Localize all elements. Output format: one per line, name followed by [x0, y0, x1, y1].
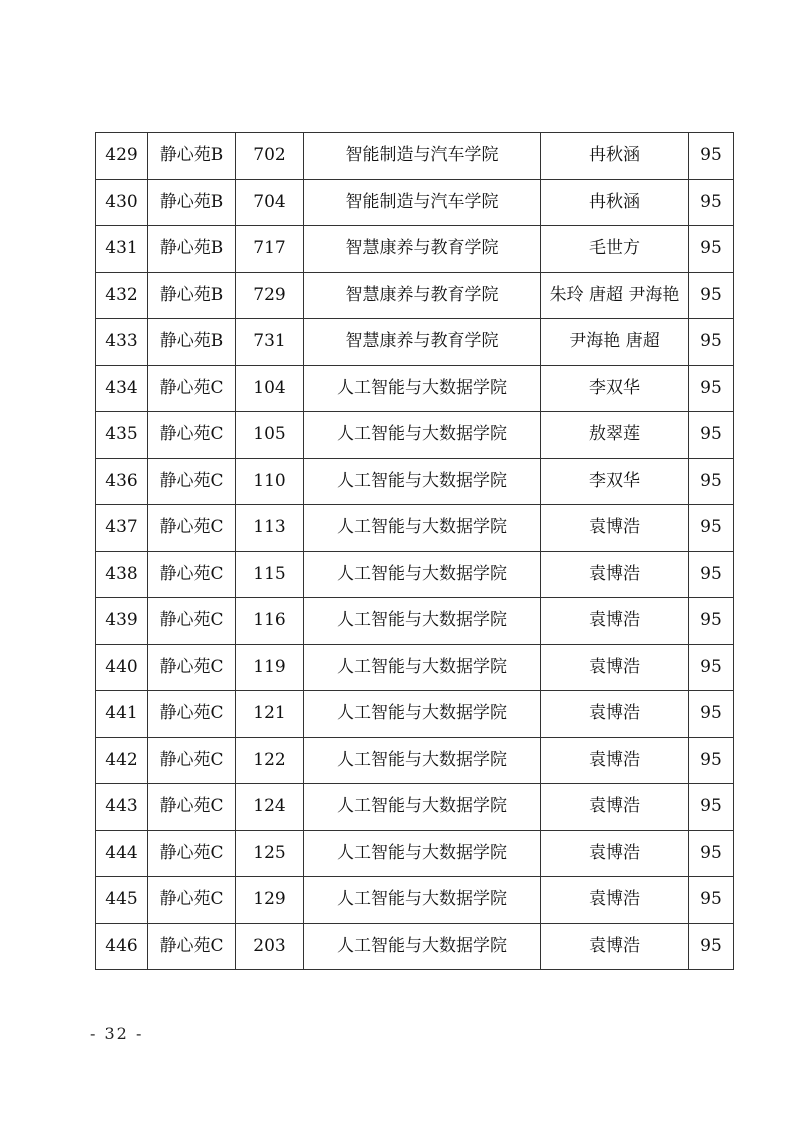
cell-room: 116 — [236, 598, 304, 645]
cell-building: 静心苑C — [148, 644, 236, 691]
cell-building: 静心苑B — [148, 179, 236, 226]
cell-college: 智慧康养与教育学院 — [304, 272, 541, 319]
cell-college: 人工智能与大数据学院 — [304, 412, 541, 459]
table-row — [96, 272, 734, 319]
cell-building: 静心苑C — [148, 458, 236, 505]
cell-score: 95 — [689, 598, 734, 645]
cell-number: 430 — [96, 179, 148, 226]
cell-room: 129 — [236, 877, 304, 924]
cell-room: 113 — [236, 505, 304, 552]
table-row — [96, 505, 734, 552]
cell-score: 95 — [689, 830, 734, 877]
cell-room: 105 — [236, 412, 304, 459]
cell-college: 人工智能与大数据学院 — [304, 830, 541, 877]
cell-score: 95 — [689, 365, 734, 412]
cell-score: 95 — [689, 691, 734, 738]
cell-building: 静心苑B — [148, 226, 236, 273]
cell-college: 人工智能与大数据学院 — [304, 923, 541, 970]
cell-score: 95 — [689, 319, 734, 366]
table-row — [96, 830, 734, 877]
cell-building: 静心苑C — [148, 830, 236, 877]
cell-building: 静心苑C — [148, 551, 236, 598]
cell-score: 95 — [689, 877, 734, 924]
table-row — [96, 691, 734, 738]
table-row — [96, 179, 734, 226]
cell-room: 717 — [236, 226, 304, 273]
cell-college: 智慧康养与教育学院 — [304, 226, 541, 273]
cell-score: 95 — [689, 505, 734, 552]
cell-score: 95 — [689, 179, 734, 226]
table-row — [96, 598, 734, 645]
cell-building: 静心苑C — [148, 505, 236, 552]
cell-college: 人工智能与大数据学院 — [304, 598, 541, 645]
cell-college: 人工智能与大数据学院 — [304, 737, 541, 784]
cell-staff: 尹海艳 唐超 — [541, 319, 689, 366]
cell-number: 444 — [96, 830, 148, 877]
cell-score: 95 — [689, 737, 734, 784]
cell-staff: 毛世方 — [541, 226, 689, 273]
cell-college: 智能制造与汽车学院 — [304, 133, 541, 180]
cell-staff: 袁博浩 — [541, 644, 689, 691]
cell-staff: 袁博浩 — [541, 877, 689, 924]
cell-building: 静心苑C — [148, 365, 236, 412]
table-row — [96, 644, 734, 691]
table-row — [96, 319, 734, 366]
cell-room: 110 — [236, 458, 304, 505]
cell-staff: 袁博浩 — [541, 830, 689, 877]
cell-score: 95 — [689, 458, 734, 505]
cell-score: 95 — [689, 412, 734, 459]
cell-college: 人工智能与大数据学院 — [304, 458, 541, 505]
cell-room: 124 — [236, 784, 304, 831]
cell-college: 人工智能与大数据学院 — [304, 551, 541, 598]
table-body — [96, 133, 734, 970]
cell-room: 702 — [236, 133, 304, 180]
table-row — [96, 737, 734, 784]
cell-number: 445 — [96, 877, 148, 924]
cell-college: 智慧康养与教育学院 — [304, 319, 541, 366]
table-row — [96, 133, 734, 180]
table-row — [96, 784, 734, 831]
table-row — [96, 877, 734, 924]
table-row — [96, 551, 734, 598]
cell-score: 95 — [689, 644, 734, 691]
cell-college: 人工智能与大数据学院 — [304, 691, 541, 738]
cell-staff: 冉秋涵 — [541, 179, 689, 226]
cell-number: 440 — [96, 644, 148, 691]
cell-room: 125 — [236, 830, 304, 877]
table-row — [96, 365, 734, 412]
cell-staff: 袁博浩 — [541, 737, 689, 784]
cell-building: 静心苑C — [148, 877, 236, 924]
cell-number: 429 — [96, 133, 148, 180]
cell-room: 122 — [236, 737, 304, 784]
cell-room: 119 — [236, 644, 304, 691]
cell-score: 95 — [689, 923, 734, 970]
cell-number: 432 — [96, 272, 148, 319]
cell-score: 95 — [689, 551, 734, 598]
cell-number: 436 — [96, 458, 148, 505]
cell-number: 434 — [96, 365, 148, 412]
cell-number: 438 — [96, 551, 148, 598]
cell-score: 95 — [689, 133, 734, 180]
cell-college: 人工智能与大数据学院 — [304, 505, 541, 552]
cell-building: 静心苑C — [148, 598, 236, 645]
cell-building: 静心苑C — [148, 691, 236, 738]
cell-staff: 敖翠莲 — [541, 412, 689, 459]
dormitory-score-table — [95, 132, 734, 970]
cell-building: 静心苑B — [148, 319, 236, 366]
cell-building: 静心苑C — [148, 923, 236, 970]
cell-staff: 袁博浩 — [541, 551, 689, 598]
cell-room: 115 — [236, 551, 304, 598]
cell-college: 人工智能与大数据学院 — [304, 784, 541, 831]
cell-score: 95 — [689, 784, 734, 831]
cell-building: 静心苑B — [148, 133, 236, 180]
cell-staff: 李双华 — [541, 458, 689, 505]
cell-score: 95 — [689, 226, 734, 273]
table-row — [96, 226, 734, 273]
cell-staff: 袁博浩 — [541, 598, 689, 645]
cell-room: 121 — [236, 691, 304, 738]
cell-staff: 朱玲 唐超 尹海艳 — [541, 272, 689, 319]
cell-number: 441 — [96, 691, 148, 738]
cell-college: 人工智能与大数据学院 — [304, 877, 541, 924]
cell-room: 729 — [236, 272, 304, 319]
cell-staff: 李双华 — [541, 365, 689, 412]
cell-staff: 袁博浩 — [541, 784, 689, 831]
cell-number: 443 — [96, 784, 148, 831]
cell-building: 静心苑C — [148, 784, 236, 831]
cell-number: 431 — [96, 226, 148, 273]
cell-staff: 袁博浩 — [541, 505, 689, 552]
cell-room: 203 — [236, 923, 304, 970]
cell-number: 439 — [96, 598, 148, 645]
cell-room: 731 — [236, 319, 304, 366]
cell-building: 静心苑C — [148, 412, 236, 459]
page-number: - 32 - — [90, 1024, 144, 1043]
cell-college: 智能制造与汽车学院 — [304, 179, 541, 226]
cell-score: 95 — [689, 272, 734, 319]
cell-college: 人工智能与大数据学院 — [304, 644, 541, 691]
cell-staff: 冉秋涵 — [541, 133, 689, 180]
cell-building: 静心苑B — [148, 272, 236, 319]
table-row — [96, 923, 734, 970]
cell-building: 静心苑C — [148, 737, 236, 784]
cell-number: 435 — [96, 412, 148, 459]
cell-number: 442 — [96, 737, 148, 784]
table-row — [96, 458, 734, 505]
cell-number: 433 — [96, 319, 148, 366]
cell-number: 446 — [96, 923, 148, 970]
cell-staff: 袁博浩 — [541, 923, 689, 970]
cell-number: 437 — [96, 505, 148, 552]
table-row — [96, 412, 734, 459]
cell-room: 104 — [236, 365, 304, 412]
cell-college: 人工智能与大数据学院 — [304, 365, 541, 412]
cell-room: 704 — [236, 179, 304, 226]
cell-staff: 袁博浩 — [541, 691, 689, 738]
